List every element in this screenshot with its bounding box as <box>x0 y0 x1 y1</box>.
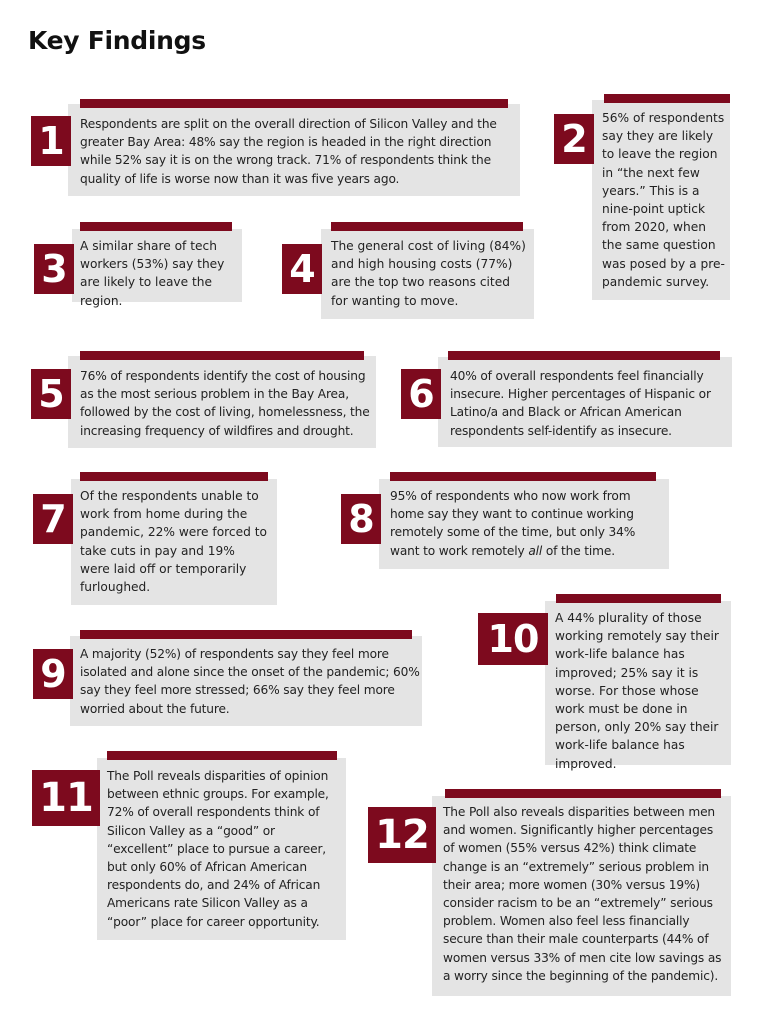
finding-accent-bar <box>80 99 508 108</box>
finding-number: 1 <box>31 116 71 166</box>
finding-accent-bar <box>556 594 721 603</box>
finding-accent-bar <box>445 789 721 798</box>
finding-text: A 44% plurality of those working remotely say their work-life balance has improved; 25% say it is worse. For those whose work must be done in person, only 20% say their work-life balance has improved. <box>555 611 719 771</box>
finding-number: 12 <box>368 807 436 863</box>
finding-number: 8 <box>341 494 381 544</box>
finding-accent-bar <box>448 351 720 360</box>
finding-text: Of the respondents unable to work from home during the pandemic, 22% were forced to take cuts in pay and 19% were laid off or temporarily furloughed. <box>80 489 267 595</box>
finding-text <box>390 487 666 560</box>
finding-accent-bar <box>390 472 656 481</box>
finding-number: 11 <box>32 770 100 826</box>
finding-accent-bar <box>80 351 364 360</box>
finding-text-part: of the time. <box>542 543 615 558</box>
finding-text: The general cost of living (84%) and high housing costs (77%) are the top two reasons cited for wanting to move. <box>331 239 526 308</box>
finding-accent-bar <box>80 472 268 481</box>
finding-number: 9 <box>33 649 73 699</box>
finding-text: A similar share of tech workers (53%) say they are likely to leave the region. <box>80 239 225 308</box>
finding-number: 2 <box>554 114 594 164</box>
finding-number: 6 <box>401 369 441 419</box>
finding-accent-bar <box>80 222 232 231</box>
finding-text: The Poll reveals disparities of opinion between ethnic groups. For example, 72% of overall respondents think of Silicon Valley as a “good” or “excellent” place to pursue a career, but only 60% of African American respondents do, and 24% of African Americans rate Silicon Valley as a “poor” place for career opportunity. <box>107 769 329 929</box>
finding-text: 40% of overall respondents feel financially insecure. Higher percentages of Hispanic or Latino/a and Black or African American respondents self-identify as insecure. <box>450 369 711 438</box>
finding-accent-bar <box>604 94 730 103</box>
finding-text: The Poll also reveals disparities between men and women. Significantly higher percentages of women (55% versus 42%) think climate change is an “extremely” serious problem in their area; more women (30% versus 19%) consider racism to be an “extremely” serious problem. Women also feel less financially secure than their male counterparts (44% of women versus 33% of men cite low savings as a worry since the beginning of the pandemic). <box>443 805 722 983</box>
finding-text: 76% of respondents identify the cost of housing as the most serious problem in the Bay Area, followed by the cost of living, homelessness, the increasing frequency of wildfires and drought. <box>80 369 370 438</box>
finding-number: 5 <box>31 369 71 419</box>
finding-number: 3 <box>34 244 74 294</box>
page-title: Key Findings <box>28 26 206 55</box>
finding-text: Respondents are split on the overall direction of Silicon Valley and the greater Bay Area: 48% say the region is headed in the right direction while 52% say it is on the wrong track. 71% of respondents think the quality of life is worse now than it was five years ago. <box>80 117 497 186</box>
finding-accent-bar <box>80 630 412 639</box>
finding-text-part: 95% of respondents who now work from home say they want to continue working remotely some of the time, but only 34% want to work remotely <box>390 489 636 558</box>
finding-accent-bar <box>331 222 523 231</box>
finding-number: 4 <box>282 244 322 294</box>
finding-number: 7 <box>33 494 73 544</box>
finding-text: A majority (52%) of respondents say they feel more isolated and alone since the onset of the pandemic; 60% say they feel more stressed; 66% say they feel more worried about the future. <box>80 647 420 716</box>
finding-number: 10 <box>478 613 548 665</box>
finding-accent-bar <box>107 751 337 760</box>
finding-text-emphasis: all <box>528 543 543 558</box>
finding-text: 56% of respondents say they are likely to leave the region in “the next few years.” This is a nine-point uptick from 2020, when the same question was posed by a pre-pandemic survey. <box>602 111 725 289</box>
